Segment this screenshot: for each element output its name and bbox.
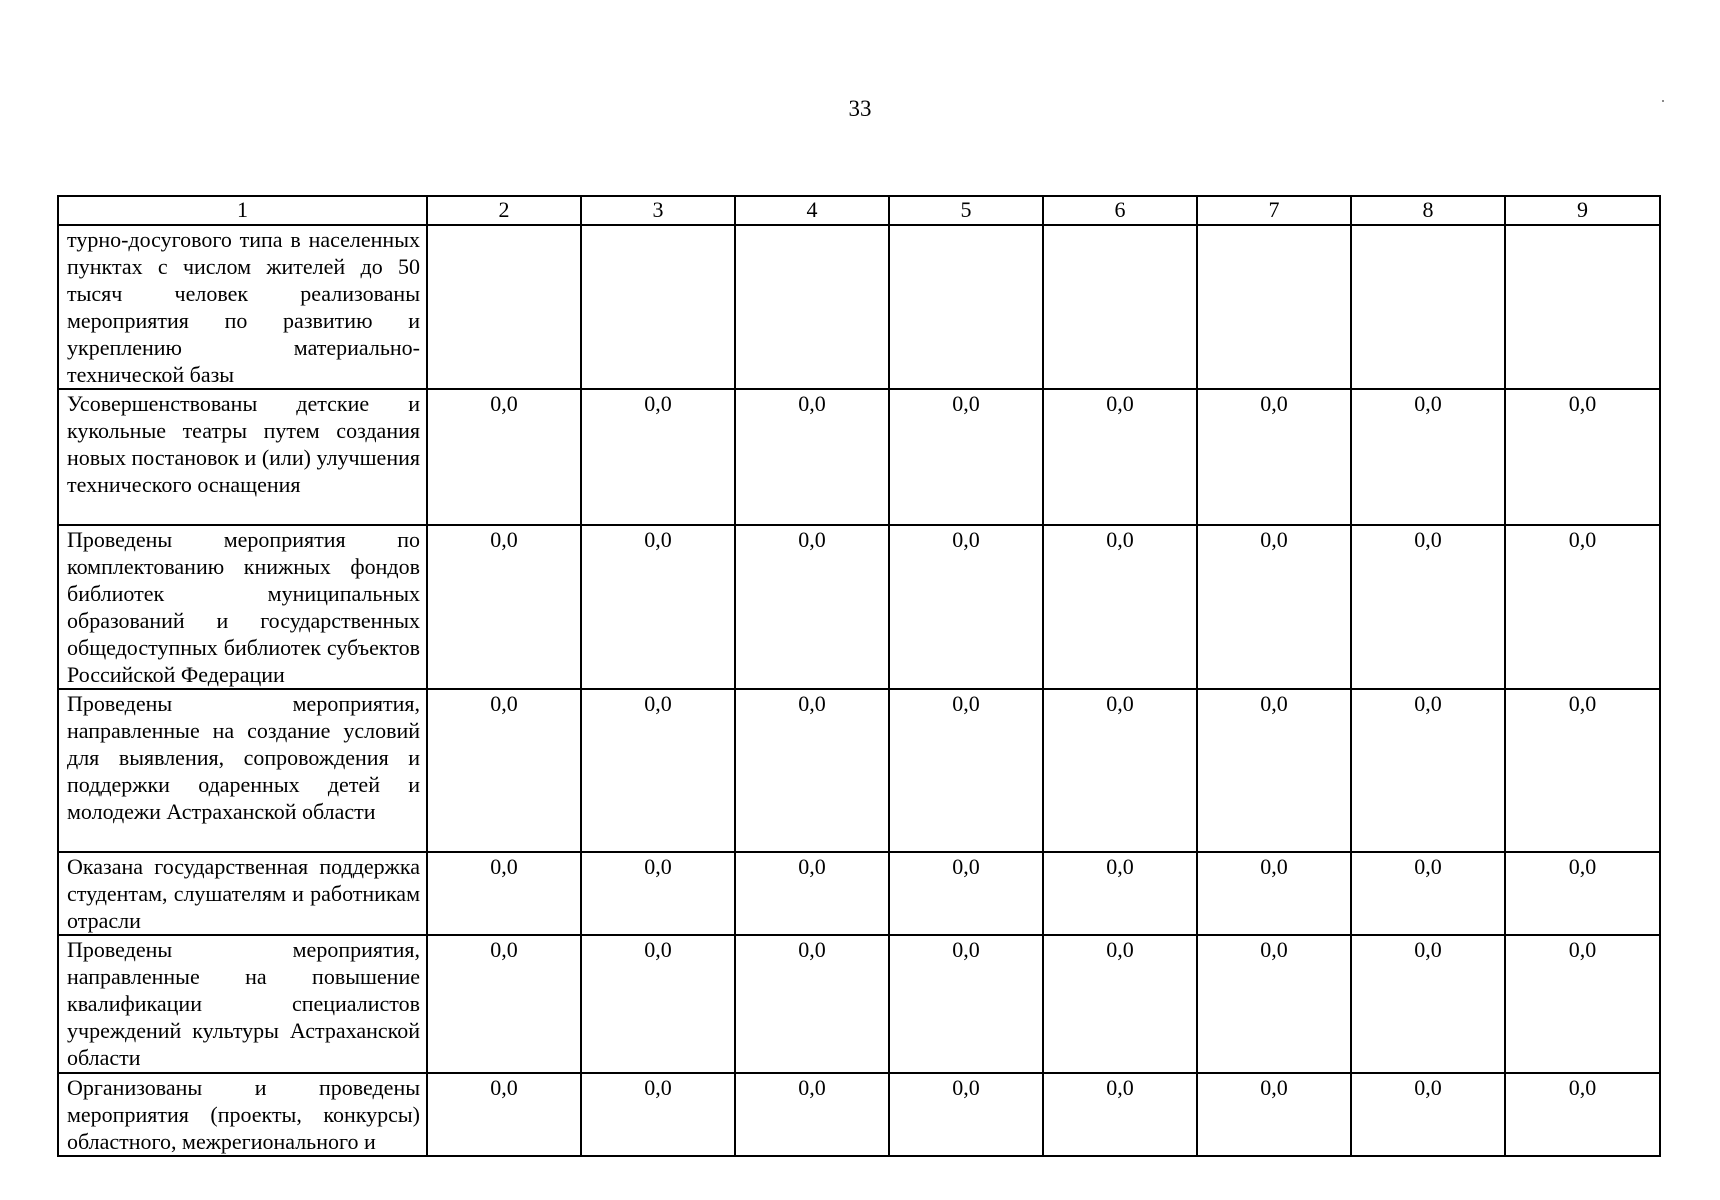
table-cell [581, 225, 735, 389]
column-header: 8 [1351, 196, 1505, 225]
table-cell: 0,0 [1043, 525, 1197, 689]
row-description: Оказана государственная поддержка студентам, слушателям и работникам отрасли [58, 852, 427, 935]
table-cell: 0,0 [889, 525, 1043, 689]
table-cell: 0,0 [1043, 389, 1197, 525]
table-cell: 0,0 [1197, 852, 1351, 935]
table-cell: 0,0 [889, 852, 1043, 935]
table-cell: 0,0 [1197, 935, 1351, 1073]
table-cell: 0,0 [735, 389, 889, 525]
column-header: 1 [58, 196, 427, 225]
table-cell: 0,0 [427, 1073, 581, 1156]
table-cell: 0,0 [581, 389, 735, 525]
table-cell: 0,0 [581, 525, 735, 689]
table-cell [427, 225, 581, 389]
table-cell: 0,0 [581, 852, 735, 935]
table-cell: 0,0 [427, 935, 581, 1073]
table-cell: 0,0 [1351, 1073, 1505, 1156]
table-cell: 0,0 [581, 935, 735, 1073]
row-description: Проведены мероприятия, направленные на повышение квалификации специалистов учреждений культуры Астраханской области [58, 935, 427, 1073]
table-cell [1043, 225, 1197, 389]
table-cell: 0,0 [735, 852, 889, 935]
table-cell [1505, 225, 1660, 389]
table-cell: 0,0 [1505, 389, 1660, 525]
table-cell: 0,0 [1505, 852, 1660, 935]
page-number: 33 [848, 96, 872, 121]
table-cell: 0,0 [1351, 935, 1505, 1073]
row-description: Проведены мероприятия, направленные на создание условий для выявления, сопровождения и поддержки одаренных детей и молодежи Астраханской области [58, 689, 427, 852]
table-cell: 0,0 [735, 1073, 889, 1156]
table-cell: 0,0 [1043, 1073, 1197, 1156]
table-cell: 0,0 [581, 1073, 735, 1156]
table-cell: 0,0 [735, 689, 889, 852]
column-header: 7 [1197, 196, 1351, 225]
table-cell [1197, 225, 1351, 389]
table-row [58, 1073, 1660, 1156]
table-cell: 0,0 [735, 935, 889, 1073]
table-cell [735, 225, 889, 389]
table-cell: 0,0 [427, 689, 581, 852]
table-cell: 0,0 [1351, 525, 1505, 689]
table-row [58, 689, 1660, 852]
table-cell: 0,0 [1043, 852, 1197, 935]
data-table [57, 195, 1661, 1157]
table-cell: 0,0 [889, 935, 1043, 1073]
table-cell: 0,0 [1505, 935, 1660, 1073]
column-header: 9 [1505, 196, 1660, 225]
table-cell: 0,0 [1197, 1073, 1351, 1156]
table-row [58, 225, 1660, 389]
table-cell: 0,0 [1351, 389, 1505, 525]
table-cell: 0,0 [1043, 935, 1197, 1073]
column-header: 4 [735, 196, 889, 225]
column-header: 5 [889, 196, 1043, 225]
table-cell: 0,0 [427, 389, 581, 525]
table-cell: 0,0 [1197, 525, 1351, 689]
table-cell: 0,0 [1197, 389, 1351, 525]
column-header: 6 [1043, 196, 1197, 225]
row-description: турно-досугового типа в населенных пунктах с числом жителей до 50 тысяч человек реализованы мероприятия по развитию и укреплению материально-технической базы [58, 225, 427, 389]
scan-speck [1662, 100, 1664, 102]
header-row [58, 196, 1660, 225]
table-cell: 0,0 [1505, 525, 1660, 689]
table-cell: 0,0 [1351, 689, 1505, 852]
table-row [58, 525, 1660, 689]
table-row [58, 852, 1660, 935]
table-row [58, 935, 1660, 1073]
table-cell: 0,0 [1505, 1073, 1660, 1156]
table-cell: 0,0 [581, 689, 735, 852]
table-cell [889, 225, 1043, 389]
column-header: 3 [581, 196, 735, 225]
row-description: Организованы и проведены мероприятия (проекты, конкурсы) областного, межрегионального и [58, 1073, 427, 1156]
table-cell: 0,0 [735, 525, 889, 689]
row-description: Усовершенствованы детские и кукольные театры путем создания новых постановок и (или) улучшения технического оснащения [58, 389, 427, 525]
table-cell: 0,0 [1505, 689, 1660, 852]
table-cell: 0,0 [1197, 689, 1351, 852]
table-cell: 0,0 [1351, 852, 1505, 935]
table-cell: 0,0 [889, 1073, 1043, 1156]
table-cell [1351, 225, 1505, 389]
table-cell: 0,0 [1043, 689, 1197, 852]
table-cell: 0,0 [427, 852, 581, 935]
table-cell: 0,0 [889, 689, 1043, 852]
table-row [58, 389, 1660, 525]
row-description: Проведены мероприятия по комплектованию книжных фондов библиотек муниципальных образований и государственных общедоступных библиотек субъектов Российской Федерации [58, 525, 427, 689]
table-cell: 0,0 [427, 525, 581, 689]
column-header: 2 [427, 196, 581, 225]
table-cell: 0,0 [889, 389, 1043, 525]
